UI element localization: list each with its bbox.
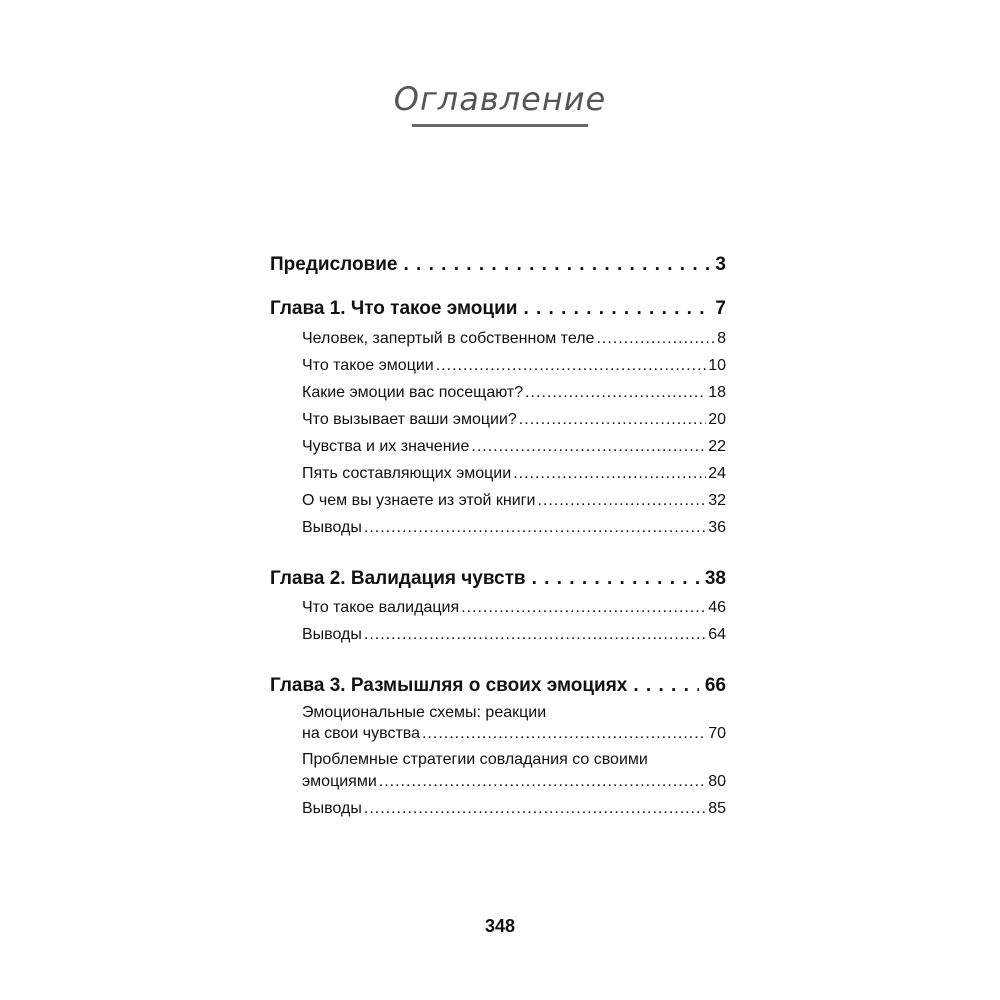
dot-leader bbox=[523, 298, 709, 320]
dot-leader bbox=[422, 725, 706, 743]
toc-entry-page: 8 bbox=[717, 330, 726, 347]
toc-entry-label: Глава 2. Валидация чувств bbox=[270, 568, 526, 589]
toc-entry-page: 7 bbox=[715, 298, 726, 319]
toc-entry-section[interactable] bbox=[302, 492, 726, 510]
dot-leader bbox=[596, 330, 715, 348]
toc-entry-label: Пять составляющих эмоции bbox=[302, 465, 512, 482]
toc-entry-section[interactable] bbox=[302, 357, 726, 375]
dot-leader bbox=[364, 626, 706, 644]
toc-entry-section-first-line: Проблемные стратегии совладания со своими bbox=[302, 751, 648, 768]
toc-entry-page: 32 bbox=[708, 492, 726, 509]
toc-entry-section[interactable] bbox=[302, 599, 726, 617]
dot-leader bbox=[364, 800, 706, 818]
toc-entry-label: Глава 1. Что такое эмоции bbox=[270, 298, 518, 319]
dot-leader bbox=[525, 384, 706, 402]
toc-entry-section[interactable] bbox=[302, 773, 726, 791]
toc-entry-label: Какие эмоции вас посещают? bbox=[302, 384, 524, 401]
toc-entry-label: Выводы bbox=[302, 800, 362, 817]
dot-leader bbox=[364, 519, 706, 537]
toc-entry-label: Чувства и их значение bbox=[302, 438, 470, 455]
toc-entry-chapter-3[interactable] bbox=[270, 675, 726, 697]
toc-entry-label: Глава 3. Размышляя о своих эмоциях bbox=[270, 675, 628, 696]
toc-entry-label: на свои чувства bbox=[302, 725, 420, 742]
dot-leader bbox=[537, 492, 706, 510]
toc-entry-page: 70 bbox=[708, 725, 726, 742]
dot-leader bbox=[532, 568, 699, 590]
toc-entry-page: 3 bbox=[715, 254, 726, 275]
toc-entry-section[interactable] bbox=[302, 411, 726, 429]
toc-entry-label: Что вызывает ваши эмоции? bbox=[302, 411, 517, 428]
toc-entry-section-first-line: Эмоциональные схемы: реакции bbox=[302, 704, 547, 721]
toc-entry-page: 46 bbox=[708, 599, 726, 616]
toc-entry-page: 20 bbox=[708, 411, 726, 428]
toc-entry-page: 18 bbox=[708, 384, 726, 401]
toc-entry-page: 64 bbox=[708, 626, 726, 643]
dot-leader bbox=[436, 357, 706, 375]
page-number: 348 bbox=[484, 916, 516, 936]
toc-entry-page: 36 bbox=[708, 519, 726, 536]
toc-entry-page: 80 bbox=[708, 773, 726, 790]
dot-leader bbox=[519, 411, 706, 429]
toc-entry-section[interactable] bbox=[302, 626, 726, 644]
toc-entry-section[interactable] bbox=[302, 725, 726, 743]
toc-entry-section[interactable] bbox=[302, 800, 726, 818]
title-underline bbox=[412, 124, 588, 127]
toc-entry-section[interactable] bbox=[302, 438, 726, 456]
toc-entry-section[interactable] bbox=[302, 519, 726, 537]
dot-leader bbox=[471, 438, 706, 456]
page-title: Оглавление bbox=[393, 80, 607, 118]
toc-entry-page: 38 bbox=[704, 568, 726, 589]
toc-entry-label: О чем вы узнаете из этой книги bbox=[302, 492, 536, 509]
toc-entry-label: Что такое валидация bbox=[302, 599, 460, 616]
toc-entry-section[interactable] bbox=[302, 465, 726, 483]
toc-entry-section[interactable] bbox=[302, 330, 726, 348]
toc-entry-page: 24 bbox=[708, 465, 726, 482]
toc-entry-chapter-1[interactable] bbox=[270, 298, 726, 320]
toc-entry-label: эмоциями bbox=[302, 773, 377, 790]
toc-entry-label: Что такое эмоции bbox=[302, 357, 434, 374]
toc-entry-label: Выводы bbox=[302, 519, 362, 536]
toc-entry-label: Предисловие bbox=[270, 254, 398, 275]
toc-entry-page: 66 bbox=[704, 675, 726, 696]
toc-entry-section[interactable] bbox=[302, 384, 726, 402]
toc-entry-page: 85 bbox=[708, 800, 726, 817]
toc-entry-page: 22 bbox=[708, 438, 726, 455]
dot-leader bbox=[379, 773, 706, 791]
dot-leader bbox=[461, 599, 706, 617]
toc-entry-label: Выводы bbox=[302, 626, 362, 643]
toc-entry-label: Человек, запертый в собственном теле bbox=[302, 330, 595, 347]
dot-leader bbox=[404, 254, 710, 276]
toc-entry-chapter-2[interactable] bbox=[270, 568, 726, 590]
dot-leader bbox=[633, 675, 698, 697]
toc-entry-page: 10 bbox=[708, 357, 726, 374]
toc-entry-preface[interactable] bbox=[270, 254, 726, 276]
dot-leader bbox=[513, 465, 706, 483]
